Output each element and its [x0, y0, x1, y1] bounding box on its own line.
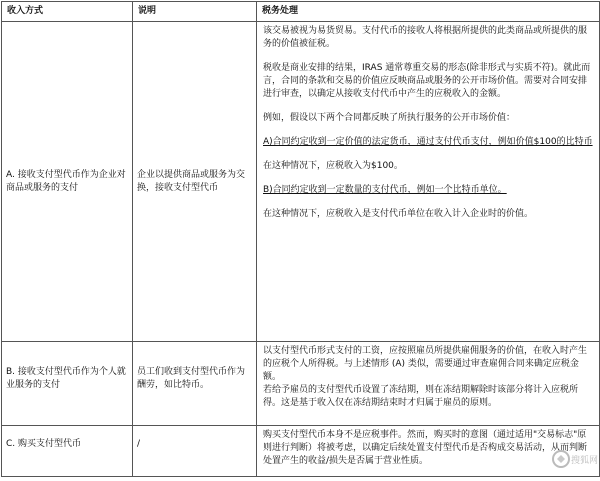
row-c-mode-cell: [2, 426, 133, 477]
row-c-tax-p1: 购买支付型代币本身不是应税事件。然而，购买时的意图（通过适用"交易标志"原则进行判断）将被考虑，以确定后续处置支付型代币是否构成交易活动，从而判断处置产生的收益/损失是否属于营业性质。: [263, 430, 588, 466]
header-tax-treatment: 税务处理: [257, 2, 600, 22]
row-b-tax-cell: [257, 342, 600, 426]
row-b-mode-cell: [2, 342, 133, 426]
watermark-text: 搜狐网: [571, 456, 599, 466]
table-row: [2, 342, 600, 426]
row-a-desc-cell: [133, 22, 257, 342]
table-header-row: [2, 2, 600, 22]
row-a-tax-cell: [257, 22, 600, 342]
header-description: 说明: [133, 2, 257, 22]
row-b-tax-p1: 以支付型代币形式支付的工资，应按照雇员所提供雇佣服务的价值，在收入时产生的应税个人所得税。与上述情形 (A) 类似，需要通过审查雇佣合同来确定应税金额。: [263, 346, 588, 382]
row-a-tax-option-a: A)合同约定收到一定价值的法定货币，通过支付代币支付，例如价值$100的比特币: [263, 137, 593, 147]
row-a-tax-p2: 税收是商业安排的结果，IRAS 通常尊重交易的形态(除非形式与实质不符)。就此而言，合同的条款和交易的价值应反映商品或服务的公开市场价值。需要对合同安排进行审查，以确定从接收支付代币中产生的应税收入的金额。: [263, 63, 591, 99]
row-c-mode: C. 购买支付型代币: [6, 439, 82, 449]
row-b-mode: B. 接收支付型代币作为个人就业服务的支付: [6, 367, 126, 390]
row-c-tax-cell: [257, 426, 600, 477]
row-a-desc: 企业以提供商品或服务为交换，接收支付型代币: [137, 170, 246, 193]
row-a-mode-cell: [2, 22, 133, 342]
table-row: [2, 22, 600, 342]
row-a-tax-p7: 在这种情况下，应税收入是支付代币单位在收入计入企业时的价值。: [263, 209, 534, 219]
row-a-tax-p1: 该交易被视为易货贸易。支付代币的接收人将根据所提供的此类商品或所提供的服务的价值被征税。: [263, 26, 588, 49]
row-b-desc: 员工们收到支付型代币作为酬劳，如比特币。: [137, 367, 246, 390]
row-a-tax-option-b: B)合同约定收到一定数量的支付代币，例如一个比特币单位。: [263, 185, 507, 195]
row-c-desc-cell: [133, 426, 257, 477]
tax-treatment-table: [1, 1, 600, 477]
table-row: [2, 426, 600, 477]
row-b-desc-cell: [133, 342, 257, 426]
watermark-logo-icon: [551, 444, 599, 474]
row-a-tax-p3: 例如，假设以下两个合同都反映了所执行服务的公开市场价值：: [263, 113, 516, 123]
row-a-mode: A. 接收支付型代币作为企业对商品或服务的支付: [6, 170, 126, 193]
header-income-mode: 收入方式: [2, 2, 133, 22]
row-b-tax-p2: 若给予雇员的支付型代币设置了冻结期，则在冻结期解除时该部分将计入应税所得。这是基于收入仅在冻结期结束时才归属于雇员的原则。: [263, 385, 579, 408]
row-a-tax-p5: 在这种情况下，应税收入为$100。: [263, 161, 403, 171]
row-c-desc: /: [137, 439, 141, 449]
